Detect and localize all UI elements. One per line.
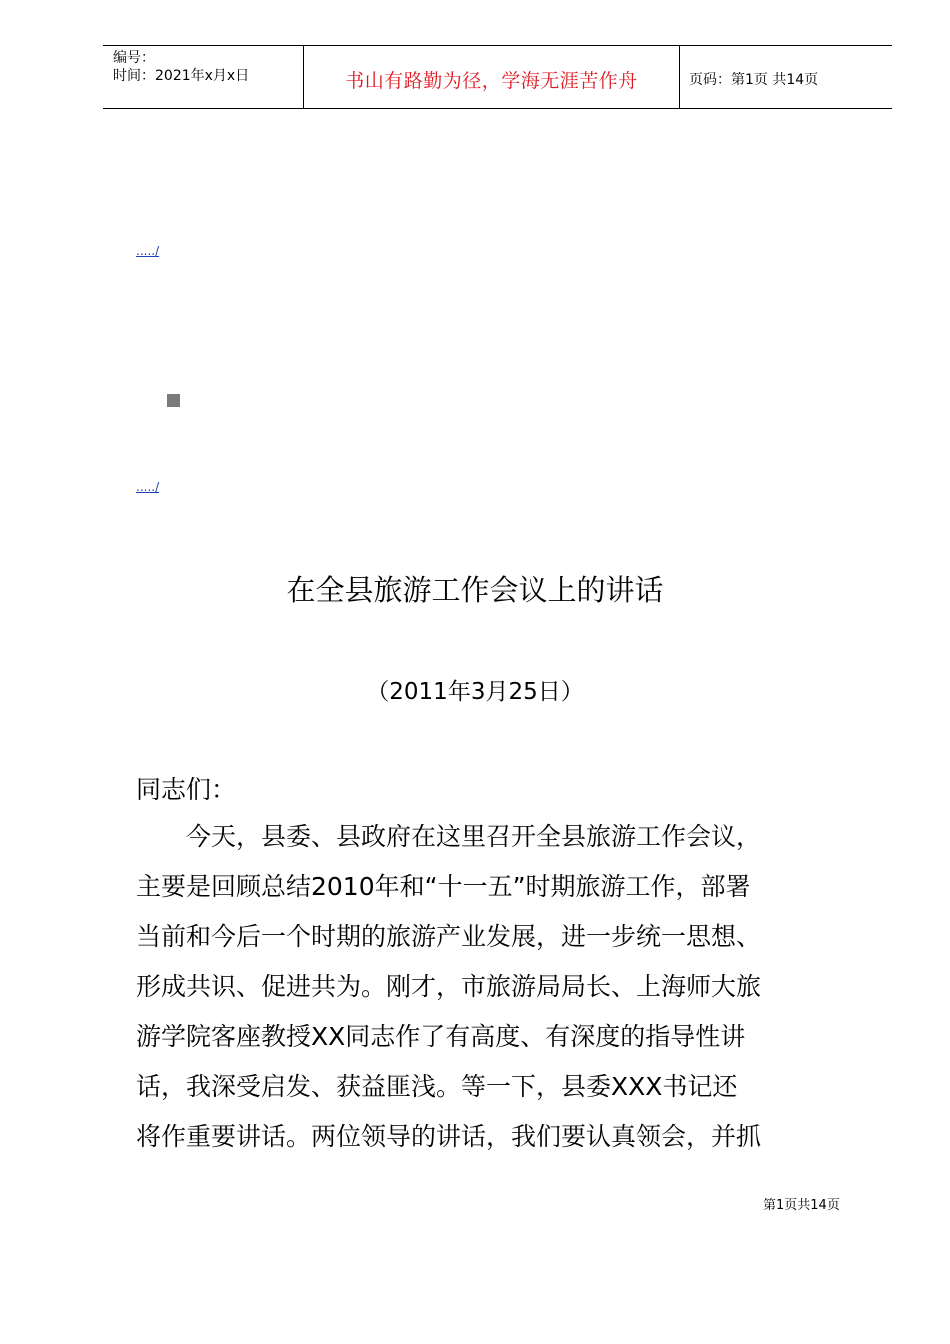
header-table — [103, 45, 892, 109]
body-line: 将作重要讲话。两位领导的讲话，我们要认真领会，并抓 — [136, 1122, 762, 1151]
header-mid-cell — [303, 46, 680, 108]
header-left-cell — [103, 46, 303, 108]
body-line: 今天，县委、县政府在这里召开全县旅游工作会议， — [186, 822, 762, 851]
document-time-label: 时间：2021年x月x日 — [113, 68, 250, 84]
document-date: （2011年3月25日） — [366, 679, 584, 705]
body-line: 当前和今后一个时期的旅游产业发展，进一步统一思想、 — [136, 922, 762, 951]
greeting: 同志们： — [136, 775, 237, 804]
body-line: 形成共识、促进共为。刚才，市旅游局局长、上海师大旅 — [136, 972, 762, 1001]
body-line: 话，我深受启发、获益匪浅。等一下，县委XXX书记还 — [136, 1072, 738, 1101]
body-line: 主要是回顾总结2010年和“十一五”时期旅游工作，部署 — [136, 872, 751, 901]
link-bottom[interactable]: ...../ — [136, 480, 160, 494]
document-title: 在全县旅游工作会议上的讲话 — [286, 573, 664, 607]
header-right-cell — [679, 46, 892, 108]
square-bullet-icon — [167, 394, 180, 407]
document-number-label: 编号： — [113, 50, 155, 66]
link-top[interactable]: ...../ — [136, 244, 160, 258]
header-page-info: 页码：第1页 共14页 — [689, 72, 819, 88]
motto-text: 书山有路勤为径，学海无涯苦作舟 — [345, 70, 638, 92]
body-line: 游学院客座教授XX同志作了有高度、有深度的指导性讲 — [136, 1022, 746, 1051]
footer-page-number: 第1页共14页 — [763, 1198, 840, 1213]
